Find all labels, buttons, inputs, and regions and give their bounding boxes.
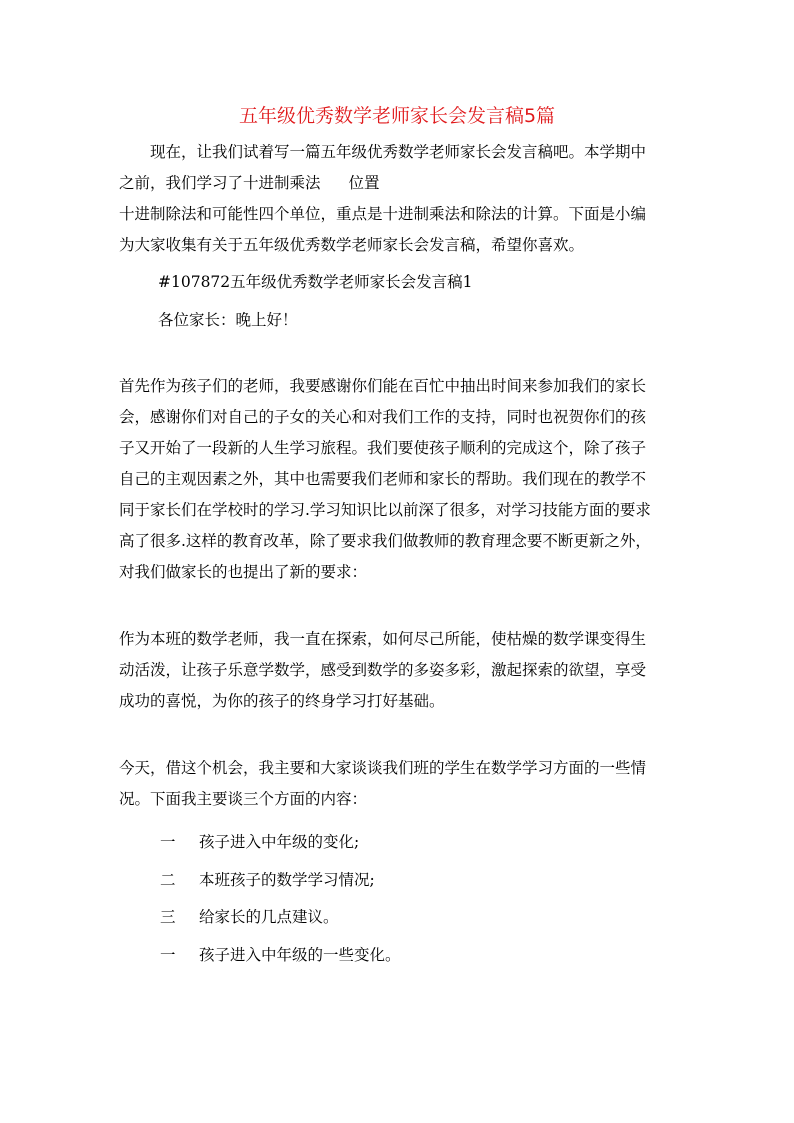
list-number: 一 [160, 946, 176, 964]
paragraph1-line: 会，感谢你们对自己的子女的关心和对我们工作的支持，同时也祝贺你们的孩 [119, 408, 647, 426]
intro-line-2-b: 位置 [348, 174, 380, 192]
paragraph2-line: 动活泼，让孩子乐意学数学，感受到数学的多姿多彩，激起探索的欲望，享受 [119, 661, 647, 679]
section-heading: #107872五年级优秀数学老师家长会发言稿1 [158, 273, 473, 291]
paragraph3-line: 况。下面我主要谈三个方面的内容： [119, 790, 368, 808]
paragraph1-line: 子又开始了一段新的人生学习旅程。我们要使孩子顺利的完成这个，除了孩子 [119, 439, 647, 457]
list-item-text: 孩子进入中年级的变化; [199, 833, 360, 851]
greeting: 各位家长：晚上好！ [158, 311, 298, 329]
list-number: 三 [160, 908, 176, 926]
intro-line-1: 现在，让我们试着写一篇五年级优秀数学老师家长会发言稿吧。本学期中 [150, 143, 647, 161]
paragraph1-line: 对我们做家长的也提出了新的要求： [119, 563, 368, 581]
list-number: 二 [160, 871, 176, 889]
paragraph2-line: 作为本班的数学老师，我一直在探索，如何尽己所能，使枯燥的数学课变得生 [119, 630, 647, 648]
paragraph3-line: 今天，借这个机会，我主要和大家谈谈我们班的学生在数学学习方面的一些情 [119, 759, 647, 777]
paragraph1-line: 首先作为孩子们的老师，我要感谢你们能在百忙中抽出时间来参加我们的家长 [119, 377, 647, 395]
intro-line-2-a: 之前，我们学习了十进制乘法 [119, 174, 321, 192]
intro-line-2 [119, 172, 380, 194]
list-item-text: 孩子进入中年级的一些变化。 [199, 946, 401, 964]
paragraph2-line: 成功的喜悦，为你的孩子的终身学习打好基础。 [119, 692, 445, 710]
paragraph1-line: 自己的主观因素之外，其中也需要我们老师和家长的帮助。我们现在的教学不 [119, 470, 647, 488]
intro-line-3: 十进制除法和可能性四个单位，重点是十进制乘法和除法的计算。下面是小编 [119, 205, 647, 223]
list-item [160, 944, 176, 966]
list-item [160, 869, 176, 891]
list-item [160, 906, 176, 928]
list-item [160, 831, 176, 853]
paragraph1-line: 高了很多.这样的教育改革，除了要求我们做教师的教育理念要不断更新之外， [119, 532, 651, 550]
document-title: 五年级优秀数学老师家长会发言稿5篇 [238, 105, 556, 127]
list-item-text: 本班孩子的数学学习情况; [199, 871, 375, 889]
intro-line-4: 为大家收集有关于五年级优秀数学老师家长会发言稿，希望你喜欢。 [119, 236, 585, 254]
paragraph1-line: 同于家长们在学校时的学习.学习知识比以前深了很多，对学习技能方面的要求 [119, 501, 651, 519]
list-item-text: 给家长的几点建议。 [199, 908, 339, 926]
list-number: 一 [160, 833, 176, 851]
